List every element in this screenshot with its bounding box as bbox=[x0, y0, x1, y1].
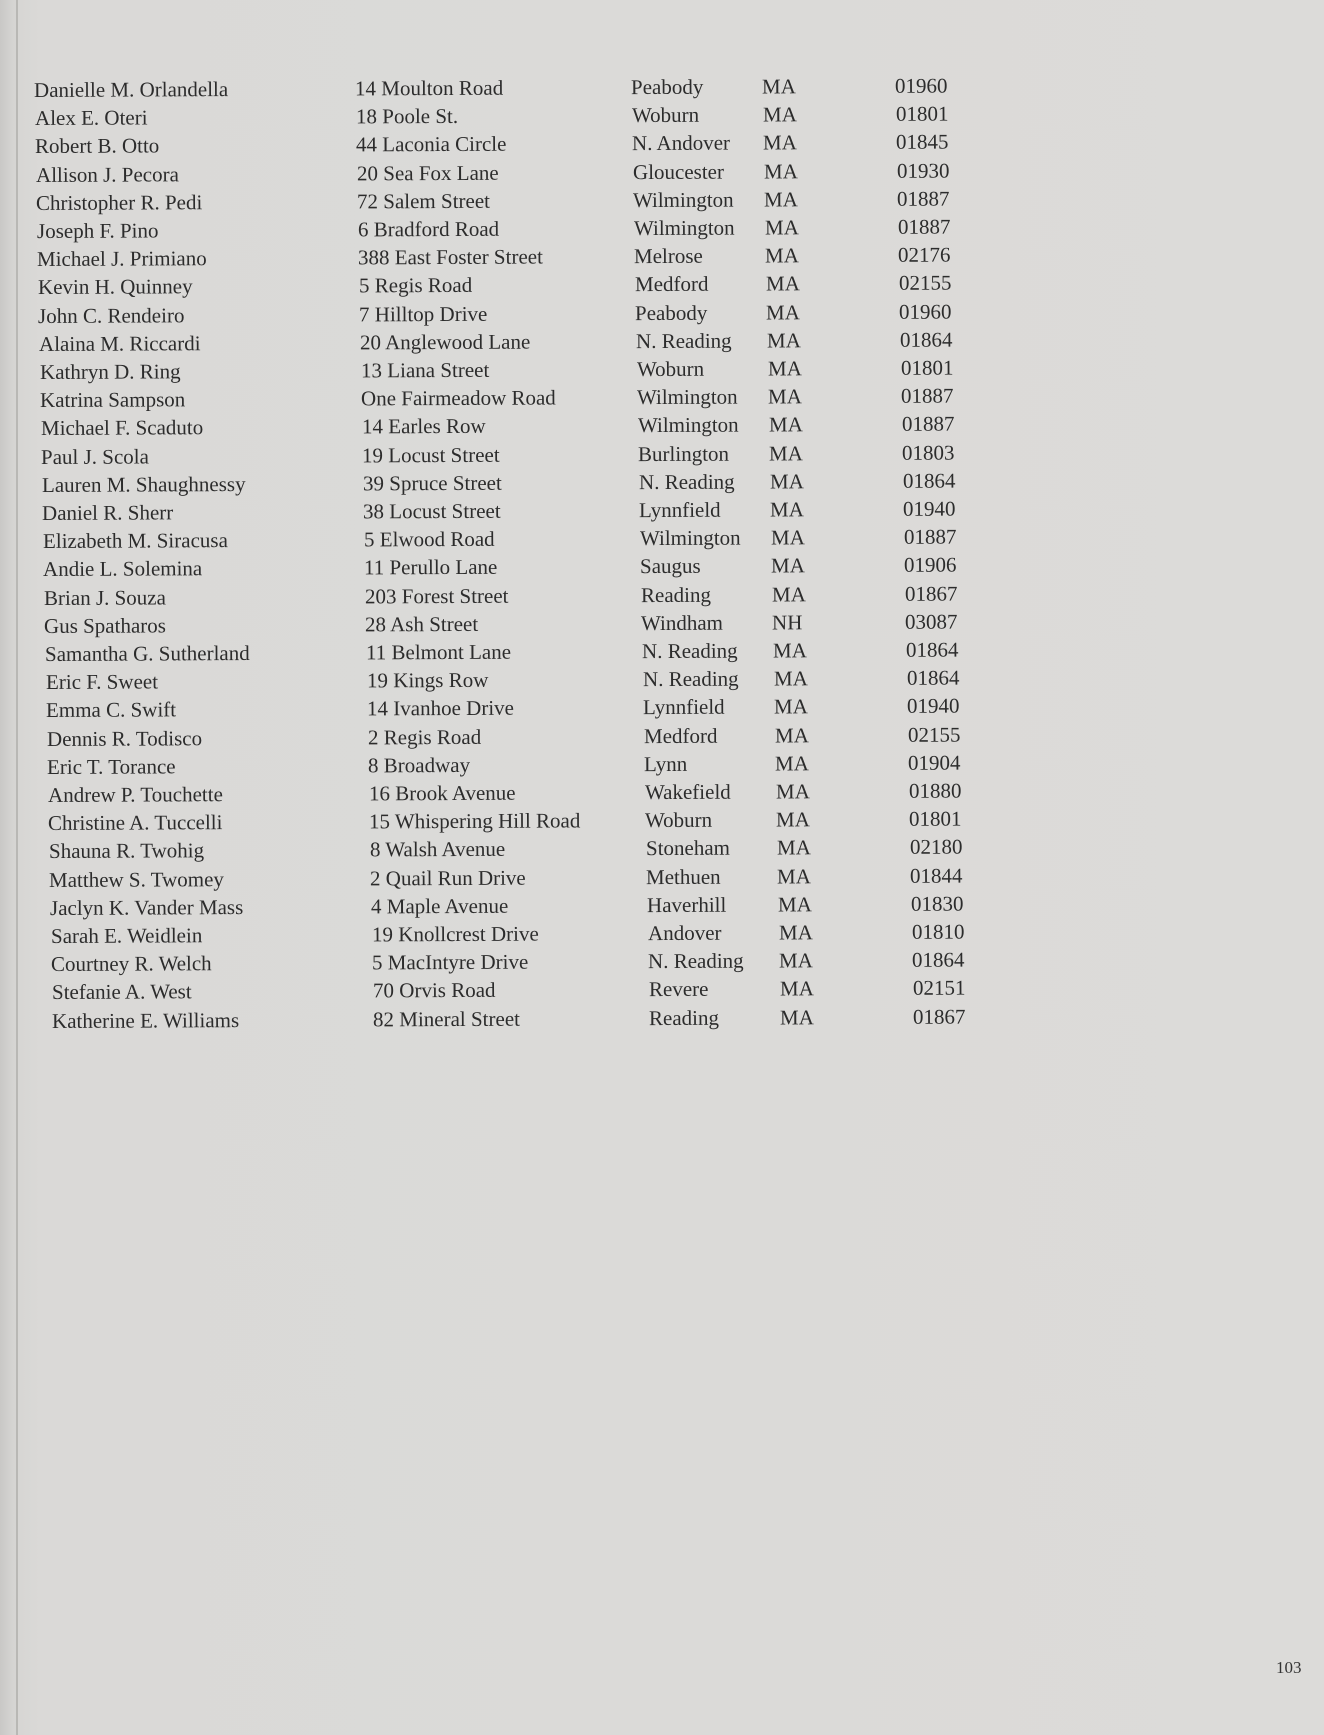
entry-zip: 01845 bbox=[896, 129, 949, 155]
entry-name: Allison J. Pecora bbox=[35, 161, 179, 187]
entry-street: 388 East Foster Street bbox=[358, 244, 544, 270]
entry-city: Woburn bbox=[645, 807, 713, 833]
entry-name: Jaclyn K. Vander Mass bbox=[49, 894, 244, 920]
entry-city: Revere bbox=[648, 977, 709, 1002]
entry-zip: 01880 bbox=[908, 778, 962, 803]
entry-street: One Fairmeadow Road bbox=[360, 385, 556, 411]
entry-state: MA bbox=[778, 920, 813, 945]
entry-state: MA bbox=[765, 271, 800, 296]
entry-name: Alaina M. Riccardi bbox=[38, 331, 201, 356]
entry-name: Matthew S. Twomey bbox=[49, 866, 225, 892]
entry-zip: 01803 bbox=[902, 440, 955, 465]
entry-state: MA bbox=[777, 863, 812, 889]
entry-zip: 01801 bbox=[909, 806, 962, 831]
entry-street: 16 Brook Avenue bbox=[368, 780, 516, 806]
entry-street: 8 Broadway bbox=[368, 752, 471, 778]
entry-zip: 01864 bbox=[906, 665, 960, 690]
entry-city: N. Reading bbox=[635, 328, 732, 353]
entry-name: Michael F. Scaduto bbox=[40, 415, 203, 441]
entry-zip: 01864 bbox=[902, 468, 956, 493]
entry-state: MA bbox=[769, 469, 804, 494]
entry-street: 4 Maple Avenue bbox=[370, 893, 509, 919]
entry-zip: 01906 bbox=[904, 552, 957, 578]
entry-zip: 02151 bbox=[912, 975, 966, 1001]
entry-zip: 01864 bbox=[899, 327, 953, 352]
entry-street: 38 Locust Street bbox=[363, 498, 501, 524]
entry-name: Paul J. Scola bbox=[41, 444, 150, 469]
entry-state: MA bbox=[780, 1004, 815, 1030]
entry-name: Lauren M. Shaughnessy bbox=[41, 471, 246, 497]
entry-name: Kevin H. Quinney bbox=[37, 274, 193, 300]
entry-street: 5 Regis Road bbox=[358, 273, 473, 298]
entry-city: Wilmington bbox=[639, 525, 741, 551]
entry-zip: 01801 bbox=[900, 355, 954, 380]
entry-city: Lynn bbox=[644, 751, 688, 776]
entry-zip: 01887 bbox=[900, 383, 954, 408]
entry-street: 2 Regis Road bbox=[367, 724, 481, 750]
entry-state: MA bbox=[764, 187, 799, 212]
entry-state: MA bbox=[764, 215, 799, 240]
page-number: 103 bbox=[1276, 1658, 1302, 1677]
entry-state: MA bbox=[761, 74, 796, 99]
entry-name: Christopher R. Pedi bbox=[36, 189, 203, 215]
entry-zip: 01960 bbox=[899, 299, 952, 324]
entry-zip: 01930 bbox=[896, 158, 950, 183]
entry-zip: 02180 bbox=[909, 834, 963, 860]
entry-zip: 01864 bbox=[905, 637, 959, 662]
entry-street: 5 Elwood Road bbox=[363, 526, 495, 552]
entry-state: MA bbox=[774, 694, 808, 719]
entry-name: Stefanie A. West bbox=[51, 979, 192, 1005]
entry-street: 11 Perullo Lane bbox=[364, 555, 498, 580]
entry-name: Eric T. Torance bbox=[47, 754, 176, 779]
entry-zip: 02155 bbox=[898, 270, 952, 296]
entry-street: 15 Whispering Hill Road bbox=[369, 808, 581, 834]
entry-street: 8 Walsh Avenue bbox=[369, 837, 506, 862]
entry-name: Andrew P. Touchette bbox=[47, 782, 223, 807]
entry-name: Robert B. Otto bbox=[35, 133, 160, 159]
entry-name: Danielle M. Orlandella bbox=[33, 77, 229, 102]
entry-city: Stoneham bbox=[645, 836, 730, 861]
entry-name: John C. Rendeiro bbox=[38, 302, 185, 328]
entry-city: Reading bbox=[649, 1005, 720, 1030]
entry-city: Medford bbox=[634, 272, 709, 297]
entry-state: MA bbox=[776, 807, 811, 832]
entry-zip: 01867 bbox=[913, 1004, 966, 1029]
entry-zip: 01844 bbox=[910, 863, 963, 888]
entry-state: MA bbox=[767, 384, 802, 409]
entry-city: N. Andover bbox=[632, 130, 731, 156]
entry-state: MA bbox=[777, 892, 812, 917]
entry-street: 72 Salem Street bbox=[357, 188, 491, 214]
entry-city: Wilmington bbox=[637, 412, 739, 438]
entry-state: MA bbox=[776, 835, 811, 860]
entry-city: Woburn bbox=[631, 102, 699, 128]
entry-state: MA bbox=[767, 356, 802, 381]
entry-state: MA bbox=[771, 553, 806, 578]
page-binding-shadow bbox=[16, 0, 18, 1735]
entry-street: 70 Orvis Road bbox=[372, 978, 496, 1003]
entry-city: Reading bbox=[640, 582, 711, 607]
entry-street: 20 Anglewood Lane bbox=[359, 329, 531, 355]
entry-city: Wilmington bbox=[636, 384, 738, 410]
entry-zip: 01887 bbox=[903, 524, 957, 549]
entry-name: Gus Spatharos bbox=[44, 613, 167, 638]
entry-street: 28 Ash Street bbox=[365, 611, 479, 637]
entry-state: MA bbox=[763, 158, 798, 184]
entry-zip: 01887 bbox=[901, 411, 955, 437]
entry-city: N. Reading bbox=[647, 948, 744, 974]
entry-street: 5 MacIntyre Drive bbox=[371, 949, 529, 975]
entry-city: Haverhill bbox=[646, 892, 727, 917]
entry-street: 20 Sea Fox Lane bbox=[356, 160, 499, 186]
entry-state: MA bbox=[766, 299, 801, 325]
entry-street: 6 Bradford Road bbox=[357, 216, 499, 242]
entry-name: Samantha G. Sutherland bbox=[44, 640, 250, 666]
entry-name: Kathryn D. Ring bbox=[39, 359, 181, 384]
entry-name: Courtney R. Welch bbox=[50, 951, 212, 977]
entry-zip: 01887 bbox=[897, 214, 951, 239]
entry-street: 19 Kings Row bbox=[366, 668, 488, 693]
entry-name: Katherine E. Williams bbox=[52, 1007, 240, 1033]
entry-state: MA bbox=[774, 722, 809, 748]
entry-city: Wilmington bbox=[633, 215, 735, 241]
entry-name: Christine A. Tuccelli bbox=[48, 810, 223, 836]
entry-street: 13 Liana Street bbox=[360, 357, 489, 383]
entry-state: NH bbox=[772, 610, 803, 635]
entry-street: 7 Hilltop Drive bbox=[359, 301, 488, 327]
entry-state: MA bbox=[775, 751, 810, 776]
entry-state: MA bbox=[763, 130, 797, 155]
entry-state: MA bbox=[770, 525, 805, 550]
entry-street: 19 Locust Street bbox=[362, 442, 500, 468]
entry-name: Sarah E. Weidlein bbox=[50, 923, 202, 948]
entry-name: Joseph F. Pino bbox=[36, 218, 159, 243]
entry-name: Dennis R. Todisco bbox=[46, 725, 202, 751]
entry-city: N. Reading bbox=[638, 469, 735, 494]
entry-zip: 03087 bbox=[905, 609, 958, 634]
entry-state: MA bbox=[773, 666, 808, 691]
entry-name: Alex E. Oteri bbox=[34, 105, 148, 131]
entry-street: 19 Knollcrest Drive bbox=[371, 921, 539, 947]
entry-city: Medford bbox=[643, 723, 718, 748]
entry-city: N. Reading bbox=[641, 638, 738, 664]
entry-state: MA bbox=[768, 412, 803, 437]
entry-state: MA bbox=[762, 102, 797, 127]
entry-zip: 01904 bbox=[908, 750, 961, 775]
entry-name: Andie L. Solemina bbox=[43, 556, 203, 582]
entry-city: Burlington bbox=[638, 441, 730, 466]
entry-street: 18 Poole St. bbox=[355, 104, 458, 129]
entry-zip: 02155 bbox=[907, 722, 961, 747]
entry-street: 11 Belmont Lane bbox=[365, 639, 512, 665]
entry-state: MA bbox=[778, 948, 813, 973]
entry-city: Peabody bbox=[630, 74, 704, 100]
entry-city: N. Reading bbox=[642, 666, 739, 692]
entry-state: MA bbox=[765, 243, 800, 268]
entry-city: Lynnfield bbox=[643, 695, 725, 720]
entry-name: Emma C. Swift bbox=[46, 697, 177, 723]
entry-zip: 01864 bbox=[911, 947, 965, 972]
entry-state: MA bbox=[772, 638, 807, 663]
entry-city: Wilmington bbox=[633, 187, 734, 212]
entry-street: 14 Earles Row bbox=[361, 414, 486, 439]
entry-state: MA bbox=[779, 976, 814, 1001]
entry-city: Lynnfield bbox=[639, 497, 721, 523]
entry-name: Michael J. Primiano bbox=[37, 246, 208, 272]
entry-city: Saugus bbox=[640, 554, 702, 579]
entry-city: Woburn bbox=[636, 356, 704, 382]
entry-city: Peabody bbox=[635, 300, 708, 325]
entry-zip: 01810 bbox=[911, 919, 965, 944]
entry-city: Methuen bbox=[646, 864, 722, 889]
entry-zip: 01867 bbox=[904, 581, 958, 606]
entry-city: Melrose bbox=[634, 243, 704, 269]
entry-name: Daniel R. Sherr bbox=[42, 500, 174, 525]
entry-name: Eric F. Sweet bbox=[45, 669, 158, 695]
entry-zip: 01887 bbox=[897, 186, 950, 211]
entry-zip: 01801 bbox=[895, 101, 949, 126]
entry-city: Andover bbox=[647, 920, 722, 946]
entry-name: Brian J. Souza bbox=[43, 584, 166, 610]
entry-street: 44 Laconia Circle bbox=[356, 132, 507, 157]
entry-name: Shauna R. Twohig bbox=[48, 838, 204, 864]
entry-state: MA bbox=[775, 779, 810, 804]
entry-zip: 01830 bbox=[910, 891, 964, 916]
entry-state: MA bbox=[766, 328, 801, 353]
entry-zip: 02176 bbox=[898, 242, 951, 267]
entry-street: 82 Mineral Street bbox=[373, 1006, 521, 1032]
entry-state: MA bbox=[769, 440, 804, 466]
entry-street: 39 Spruce Street bbox=[362, 470, 502, 496]
entry-city: Gloucester bbox=[632, 159, 724, 184]
entry-zip: 01940 bbox=[903, 496, 956, 521]
entry-street: 14 Moulton Road bbox=[354, 75, 504, 101]
entry-state: MA bbox=[771, 581, 806, 607]
entry-name: Elizabeth M. Siracusa bbox=[42, 528, 228, 554]
entry-zip: 01960 bbox=[894, 73, 948, 98]
entry-street: 2 Quail Run Drive bbox=[370, 865, 527, 891]
entry-street: 203 Forest Street bbox=[364, 583, 509, 609]
entry-zip: 01940 bbox=[907, 693, 960, 719]
entry-name: Katrina Sampson bbox=[39, 387, 186, 413]
entry-state: MA bbox=[770, 497, 805, 522]
entry-street: 14 Ivanhoe Drive bbox=[367, 696, 515, 721]
entry-city: Windham bbox=[641, 610, 724, 635]
entry-city: Wakefield bbox=[644, 779, 731, 805]
